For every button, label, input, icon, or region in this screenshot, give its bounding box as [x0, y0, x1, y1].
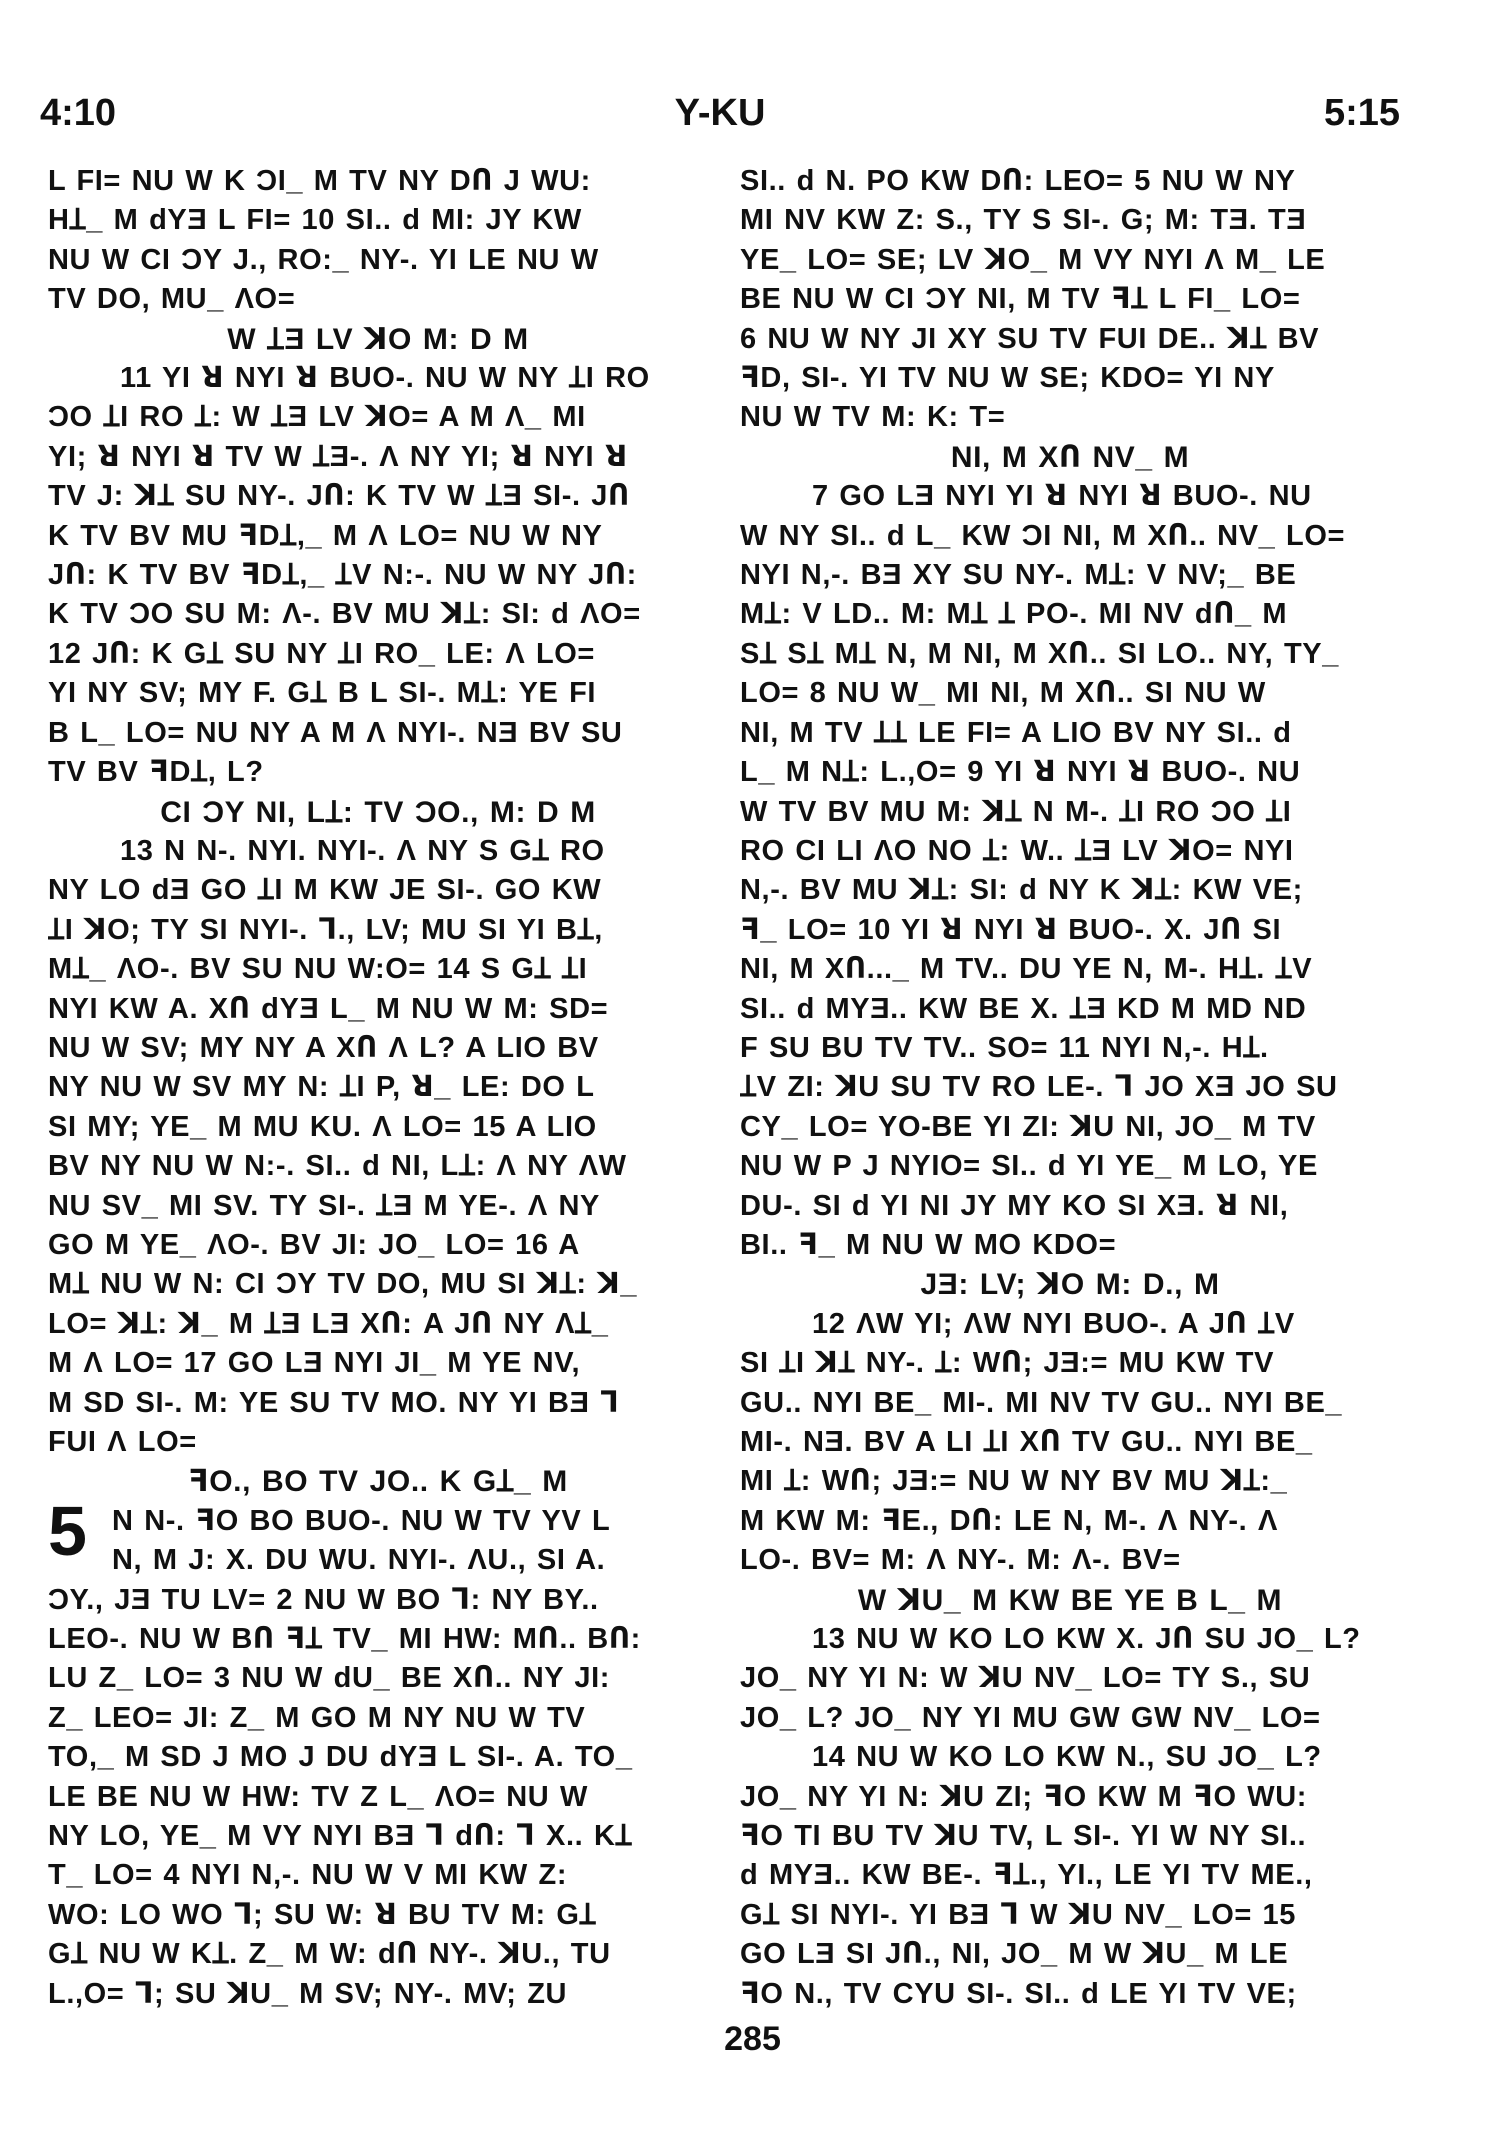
text-line: 12 ɅW YI; ɅW NYI BUO-. A JՈ ꞱV [812, 1307, 1295, 1340]
text-line: NYI KW A. XՈ dYƎ L_ M NU W M: SD= [48, 992, 609, 1025]
text-line: NU W TV M: K: T= [740, 401, 1006, 434]
text-line: M Ʌ LO= 17 GO LƎ NYI JI_ M YE NV, [48, 1347, 581, 1380]
text-line: LE BE NU W HW: TV Z L_ ɅO= NU W [48, 1780, 588, 1813]
text-line: DU-. SI d YI NI JY MY KO SI XƎ. ꓤ NI, [740, 1189, 1289, 1222]
text-line: JO_ L? JO_ NY YI MU GW GW NV_ LO= [740, 1701, 1321, 1734]
text-line: GꞱ SI NYI-. YI BƎ Ꞁ W ꓘU NV_ LO= 15 [740, 1898, 1297, 1931]
text-line: TV J: ꓘꞱ SU NY-. JՈ: K TV W ꞱƎ SI-. JՈ [48, 480, 630, 513]
text-line: K TV BV MU ꟻDꞱ,_ M Ʌ LO= NU W NY [48, 519, 603, 552]
text-line: MI Ʇ: WՈ; JƎ:= NU W NY BV MU ꓘꞱ:_ [740, 1465, 1288, 1498]
text-line: JO_ NY YI N: W ꓘU NV_ LO= TY S., SU [740, 1662, 1311, 1695]
text-line: TV BV ꟻDꞱ, L? [48, 756, 264, 789]
text-line: NU W SV; MY NY A XՈ Ʌ L? A LIO BV [48, 1031, 599, 1064]
text-line: MꞱ NU W N: CI ƆY TV DO, MU SI ꓘꞱ: ꓘ_ [48, 1268, 638, 1301]
text-line: B L_ LO= NU NY A M Ʌ NYI-. NƎ BV SU [48, 716, 623, 749]
text-line: WO: LO WO Ꞁ; SU W: ꓤ BU TV M: GꞱ [48, 1898, 597, 1931]
text-line: MI-. NƎ. BV A LI ꞱI XՈ TV GU.. NYI BE_ [740, 1426, 1313, 1458]
text-line: SI ꞱI ꓘꞱ NY-. Ʇ: WՈ; JƎ:= MU KW TV [740, 1347, 1275, 1380]
text-line: GU.. NYI BE_ MI-. MI NV TV GU.. NYI BE_ [740, 1386, 1343, 1419]
text-line: TO,_ M SD J MO J DU dYƎ L SI-. A. TO_ [48, 1741, 633, 1774]
section-heading: CI ƆY NI, LꞱ: TV ƆO., M: D M [160, 795, 596, 829]
text-line: LU Z_ LO= 3 NU W dU_ BE XՈ.. NY JI: [48, 1662, 610, 1695]
text-line: NY NU W SV MY N: ꞱI P, ꓤ_ LE: DO L [48, 1071, 595, 1104]
text-line: GO LƎ SI JՈ., NI, JO_ M W ꓘU_ M LE [740, 1938, 1289, 1971]
text-line: YE_ LO= SE; LV ꓘO_ M VY NYI Ʌ M_ LE [740, 243, 1326, 276]
text-line: JՈ: K TV BV ꟻDꞱ,_ ꞱV N:-. NU W NY JՈ: [48, 559, 637, 592]
text-line: NU W P J NYIO= SI.. d YI YE_ M LO, YE [740, 1150, 1318, 1183]
text-line: L_ M NꞱ: L.,O= 9 YI ꓤ NYI ꓤ BUO-. NU [740, 756, 1301, 789]
text-line: NI, M XՈ..._ M TV.. DU YE N, M-. HꞱ. ꞱV [740, 953, 1313, 986]
text-line: F SU BU TV TV.. SO= 11 NYI N,-. HꞱ. [740, 1031, 1269, 1064]
section-heading: NI, M XՈ NV_ M [950, 440, 1190, 474]
text-line: ƆY., JƎ TU LV= 2 NU W BO Ꞁ: NY BY.. [48, 1583, 599, 1616]
text-line: BV NY NU W N:-. SI.. d NI, LꞱ: Ʌ NY ɅW [48, 1150, 627, 1183]
text-line: LO= 8 NU W_ MI NI, M XՈ.. SI NU W [740, 677, 1266, 710]
text-line: 12 JՈ: K GꞱ SU NY ꞱI RO_ LE: Ʌ LO= [48, 637, 595, 670]
chapter-drop-cap: 5 [48, 1492, 87, 1570]
text-line: ꟻO TI BU TV ꓘU TV, L SI-. YI W NY SI.. [740, 1820, 1307, 1853]
header-right-reference: 5:15 [1323, 92, 1400, 134]
text-line: N, M J: X. DU WU. NYI-. ɅU., SI A. [112, 1544, 606, 1577]
text-line: ꞱV ZI: ꓘU SU TV RO LE-. Ꞁ JO XƎ JO SU [740, 1071, 1338, 1104]
text-line: BE NU W CI ƆY NI, M TV ꟻꞱ L FI_ LO= [740, 283, 1301, 316]
text-line: Z_ LEO= JI: Z_ M GO M NY NU W TV [48, 1701, 586, 1734]
text-line: CY_ LO= YO-BE YI ZI: ꓘU NI, JO_ M TV [740, 1110, 1316, 1143]
text-line: 6 NU W NY JI XY SU TV FUI DE.. ꓘꞱ BV [740, 322, 1320, 355]
text-line: NYI N,-. BƎ XY SU NY-. MꞱ: V NV;_ BE [740, 559, 1297, 592]
text-line: NI, M TV ꞱꞱ LE FI= A LIO BV NY SI.. d [740, 716, 1292, 749]
text-line: ƆO ꞱI RO Ʇ: W ꞱƎ LV ꓘO= A M Ʌ_ MI [48, 401, 586, 434]
text-line: MI NV KW Z: S., TY S SI-. G; M: TƎ. TƎ [740, 204, 1307, 237]
section-heading: W ꓘU_ M KW BE YE B L_ M [857, 1583, 1283, 1617]
text-line: HꞱ_ M dYƎ L FI= 10 SI.. d MI: JY KW [48, 204, 582, 237]
page-number: 285 [724, 2020, 781, 2058]
text-line: BI.. ꟻ_ M NU W MO KDO= [740, 1228, 1117, 1261]
text-line: N N-. ꟻO BO BUO-. NU W TV YV L [112, 1504, 611, 1537]
right-column [740, 162, 1400, 2014]
text-line: 13 N N-. NYI. NYI-. Ʌ NY S GꞱ RO [120, 834, 605, 867]
section-heading: JƎ: LV; ꓘO M: D., M [920, 1268, 1220, 1302]
text-line: 14 NU W KO LO KW N., SU JO_ L? [812, 1741, 1322, 1774]
text-line: SI MY; YE_ M MU KU. Ʌ LO= 15 A LIO [48, 1110, 597, 1143]
header-left-reference: 4:10 [40, 92, 117, 134]
section-heading: W ꞱƎ LV ꓘO M: D M [227, 322, 529, 356]
text-line: 11 YI ꓤ NYI ꓤ BUO-. NU W NY ꞱI RO [120, 362, 650, 395]
text-line: GꞱ NU W KꞱ. Z_ M W: dՈ NY-. ꓘU., TU [48, 1938, 611, 1971]
text-line: SI.. d N. PO KW DՈ: LEO= 5 NU W NY [740, 165, 1296, 197]
running-header [40, 92, 1400, 140]
text-line: NU W CI ƆY J., RO:_ NY-. YI LE NU W [48, 243, 599, 276]
text-line: T_ LO= 4 NYI N,-. NU W V MI KW Z: [48, 1859, 568, 1892]
text-line: YI NY SV; MY F. GꞱ B L SI-. MꞱ: YE FI [48, 677, 597, 710]
text-line: ꟻO N., TV CYU SI-. SI.. d LE YI TV VE; [740, 1977, 1297, 2010]
text-line: YI; ꓤ NYI ꓤ TV W ꞱƎ-. Ʌ NY YI; ꓤ NYI ꓤ [48, 440, 628, 473]
text-line: K TV ƆO SU M: Ʌ-. BV MU ꓘꞱ: SI: d ɅO= [48, 598, 641, 631]
text-line: TV DO, MU_ ɅO= [48, 283, 296, 316]
text-line: ꟻD, SI-. YI TV NU W SE; KDO= YI NY [740, 362, 1275, 395]
text-line: M SD SI-. M: YE SU TV MO. NY YI BƎ Ꞁ [48, 1386, 620, 1419]
text-line: LEO-. NU W BՈ ꟻꞱ TV_ MI HW: MՈ.. BՈ: [48, 1623, 641, 1656]
text-line: NY LO, YE_ M VY NYI BƎ Ꞁ dՈ: Ꞁ X.. KꞱ [48, 1820, 633, 1853]
text-line: SI.. d MYƎ.. KW BE X. ꞱƎ KD M MD ND [740, 992, 1307, 1025]
header-book-title: Y-KU [674, 92, 766, 134]
text-line: SꞱ SꞱ MꞱ N, M NI, M XՈ.. SI LO.. NY, TY_ [740, 637, 1339, 670]
text-line: 13 NU W KO LO KW X. JՈ SU JO_ L? [812, 1623, 1361, 1656]
text-line: ꟻ_ LO= 10 YI ꓤ NYI ꓤ BUO-. X. JՈ SI [740, 913, 1282, 946]
text-line: M KW M: ꟻE., DՈ: LE N, M-. Ʌ NY-. Ʌ [740, 1504, 1278, 1537]
text-line: MꞱ_ ɅO-. BV SU NU W:O= 14 S GꞱ ꞱI [48, 953, 588, 986]
text-line: NY LO dƎ GO ꞱI M KW JE SI-. GO KW [48, 874, 602, 907]
text-line: LO-. BV= M: Ʌ NY-. M: Ʌ-. BV= [740, 1544, 1181, 1577]
text-line: W TV BV MU M: ꓘꞱ N M-. ꞱI RO ƆO ꞱI [740, 795, 1292, 828]
text-line: GO M YE_ ɅO-. BV JI: JO_ LO= 16 A [48, 1228, 580, 1261]
text-line: FUI Ʌ LO= [48, 1426, 197, 1458]
text-line: RO CI LI ɅO NO Ʇ: W.. ꞱƎ LV ꓘO= NYI [740, 834, 1294, 867]
text-line: LO= ꓘꞱ: ꓘ_ M ꞱƎ LƎ XՈ: A JՈ NY ɅꞱ_ [48, 1307, 609, 1340]
text-line: d MYƎ.. KW BE-. ꟻꞱ., YI., LE YI TV ME., [740, 1859, 1313, 1892]
text-line: MꞱ: V LD.. M: MꞱ Ʇ PO-. MI NV dՈ_ M [740, 598, 1288, 631]
text-line: N,-. BV MU ꓘꞱ: SI: d NY K ꓘꞱ: KW VE; [740, 874, 1303, 907]
text-line: JO_ NY YI N: ꓘU ZI; ꟻO KW M ꟻO WU: [740, 1780, 1308, 1813]
text-line: NU SV_ MI SV. TY SI-. ꞱƎ M YE-. Ʌ NY [48, 1189, 600, 1222]
text-line: W NY SI.. d L_ KW ƆI NI, M XՈ.. NV_ LO= [740, 519, 1346, 552]
text-line: 7 GO LƎ NYI YI ꓤ NYI ꓤ BUO-. NU [812, 480, 1312, 513]
text-line: L.,O= Ꞁ; SU ꓘU_ M SV; NY-. MV; ZU [48, 1977, 568, 2010]
left-column [48, 162, 708, 2014]
text-line: ꞱI ꓘO; TY SI NYI-. Ꞁ., LV; MU SI YI BꞱ, [48, 913, 603, 946]
section-heading: ꟻO., BO TV JO.. K GꞱ_ M [188, 1465, 568, 1499]
text-line: L FI= NU W K ƆI_ M TV NY DՈ J WU: [48, 165, 591, 197]
